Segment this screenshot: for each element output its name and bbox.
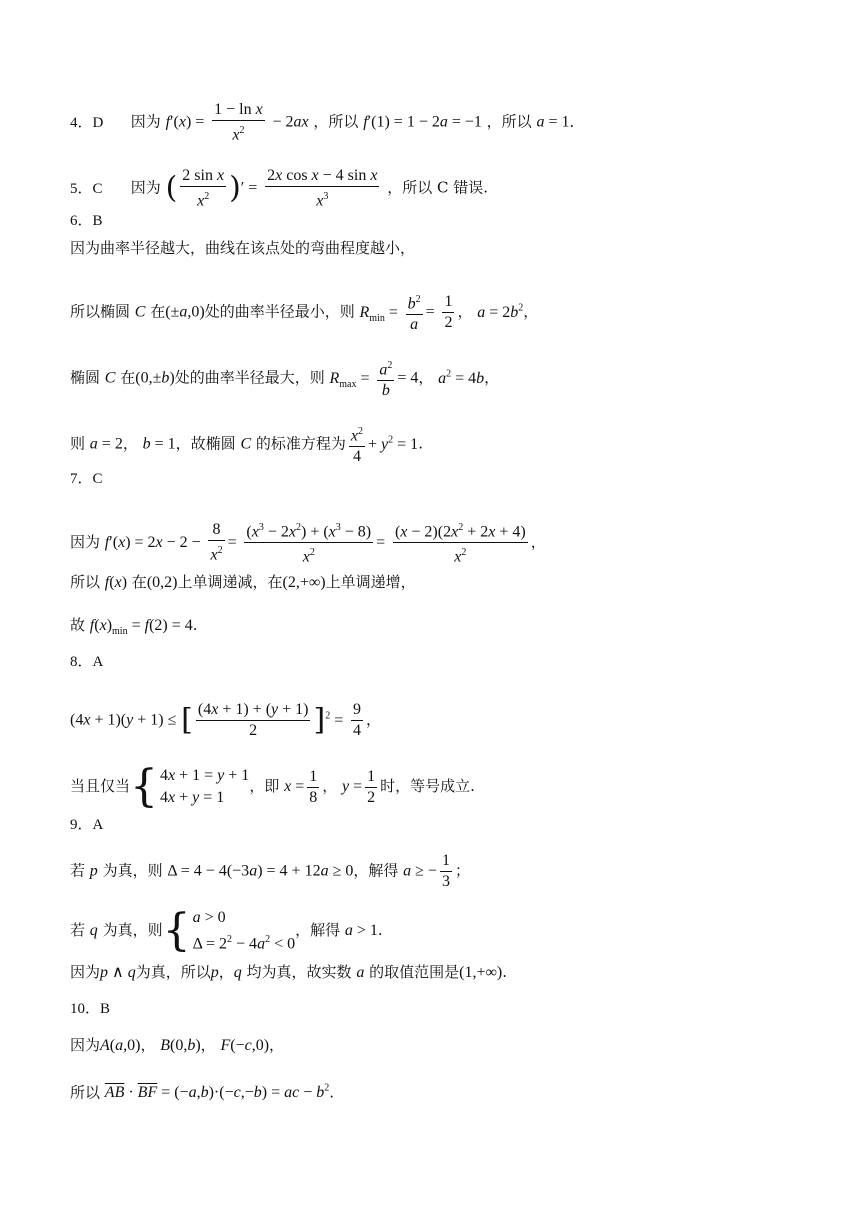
answer-8-line-1: (4x + 1)(y + 1) ≤ [ $\frac{(4x + 1) + (y + 1)}{2}$ ]$^2$ = $\frac{9}{4}$ ， <box>70 701 382 739</box>
formula: f′(x) = <box>165 113 205 131</box>
text: 因为 <box>130 178 161 197</box>
fraction: $\frac{\text{2x cos x − 4 sin x}}{x^3}$ <box>267 167 378 210</box>
answer-6-line-4: 则 a = 2， b = 1，故椭圆 C 的标准方程为 $\frac{x^2}{4}$ + $y^2 = 1$. <box>70 422 423 467</box>
fraction: $\frac{1}{8}$ <box>309 767 318 806</box>
fraction: $\frac{9}{4}$ <box>353 701 362 739</box>
answer-6-line-2: 所以椭圆 C 在(±a,0)处的曲率半径最小，则 $R_{min}$ = $\frac{b^2}{a}$ = $\frac{1}{2}$ ， $a = 2b^2$， <box>70 290 538 335</box>
answer-7-line-3: 故 $f(x)_{min} = f(2) = 4$. <box>70 616 198 638</box>
answer-9-line-1: 若 p 为真，则 Δ = 4 − 4(−3a) = 4 + 12a ≥ 0，解得 a ≥ − $\frac{1}{3}$ ； <box>70 852 470 890</box>
answer-6-line-3: 椭圆 C 在(0,±b)处的曲率半径最大，则 $R_{max}$ = $\frac{a^2}{b}$ = 4， $a^2 = 4b$， <box>70 356 499 401</box>
item-label-8: 8．A <box>70 654 104 670</box>
fraction: $\frac{a^2}{b}$ <box>379 360 393 400</box>
item-label-9: 9．A <box>70 817 104 833</box>
formula: − 2ax <box>272 113 309 131</box>
fraction: $\frac{1}{2}$ <box>367 767 376 806</box>
fraction: $\frac{(4x + 1) + (y + 1)}{2}$ <box>197 701 309 739</box>
answer-4 <box>70 100 585 145</box>
item-label: 4．D <box>70 114 104 131</box>
item-label-10: 10．B <box>70 1001 111 1017</box>
fraction: $\frac{8}{x^2}$ <box>210 521 223 564</box>
answer-7-line-1: 因为 f′(x) = 2x − 2 − $\frac{8}{x^2}$ = $\frac{(x^3 - 2x^2) + (x^3 - 8)}{x^2}$ = $\frac{(x - 2)(2x^2 + 2x + 4)}{x^2}$ ， <box>70 518 546 568</box>
text: ，所以 C 错误. <box>387 178 489 197</box>
answer-6-line-1: 因为曲率半径越大，曲线在该点处的弯曲程度越小， <box>70 239 416 257</box>
item-label: 5．C <box>70 180 103 197</box>
text: ，所以 <box>313 112 359 131</box>
text: 因为 <box>130 112 161 131</box>
formula: f′(1) = 1 − 2a = −1 <box>363 113 482 131</box>
fraction: $\frac{(x - 2)(2x^2 + 2x + 4)}{x^2}$ <box>394 522 526 566</box>
answer-8-line-2: 当且仅当{ 4x + 1 = y + 1 4x + y = 1 ，即 x = $\frac{1}{8}$ ， y = $\frac{1}{2}$ 时，等号成立. <box>70 761 475 812</box>
fraction: $\frac{\text{1 − ln x}}{x^2}$ <box>214 101 263 144</box>
item-label-6: 6．B <box>70 213 103 229</box>
fraction: $\frac{b^2}{a}$ <box>407 294 421 334</box>
fraction: $\frac{(x^3 - 2x^2) + (x^3 - 8)}{x^2}$ <box>246 522 372 566</box>
answer-10-line-1: 因为A(a,0)， B(0,b)， F(−c,0)， <box>70 1036 285 1054</box>
answer-5: 5．C 因为 ( $\frac{\text{2 sin x}}{x^2}$ )′ = $\frac{\text{2x cos x − 4 sin x}}{x^3}$ ，所以 C 错误. <box>70 167 489 210</box>
fraction: $\frac{x^2}{4}$ <box>350 426 364 466</box>
answer-10-line-2: 所以 $\overline{AB} \cdot \overline{BF} = (-a,b)\cdot(-c,-b)$ = ac − $b^2$. <box>70 1083 335 1102</box>
answer-9-line-3: 因为p ∧ q为真，所以p，q 均为真，故实数 a 的取值范围是(1,+∞). <box>70 963 508 981</box>
fraction: $\frac{\text{2 sin x}}{x^2}$ <box>182 167 225 210</box>
item-label-7: 7．C <box>70 471 103 487</box>
fraction: $\frac{1}{3}$ <box>441 852 450 890</box>
answer-9-line-2: 若 q 为真，则{ a > 0 $\Delta = 2^2 - 4a^2 < 0$ ，解得 a > 1. <box>70 905 383 957</box>
answer-7-line-2: 所以 f(x) 在(0,2)上单调递减，在(2,+∞)上单调递增， <box>70 573 416 591</box>
fraction: $\frac{1}{2}$ <box>444 293 453 332</box>
text: ，所以 <box>486 112 532 131</box>
formula: a = 1 <box>536 113 570 131</box>
text: ． <box>569 112 585 131</box>
